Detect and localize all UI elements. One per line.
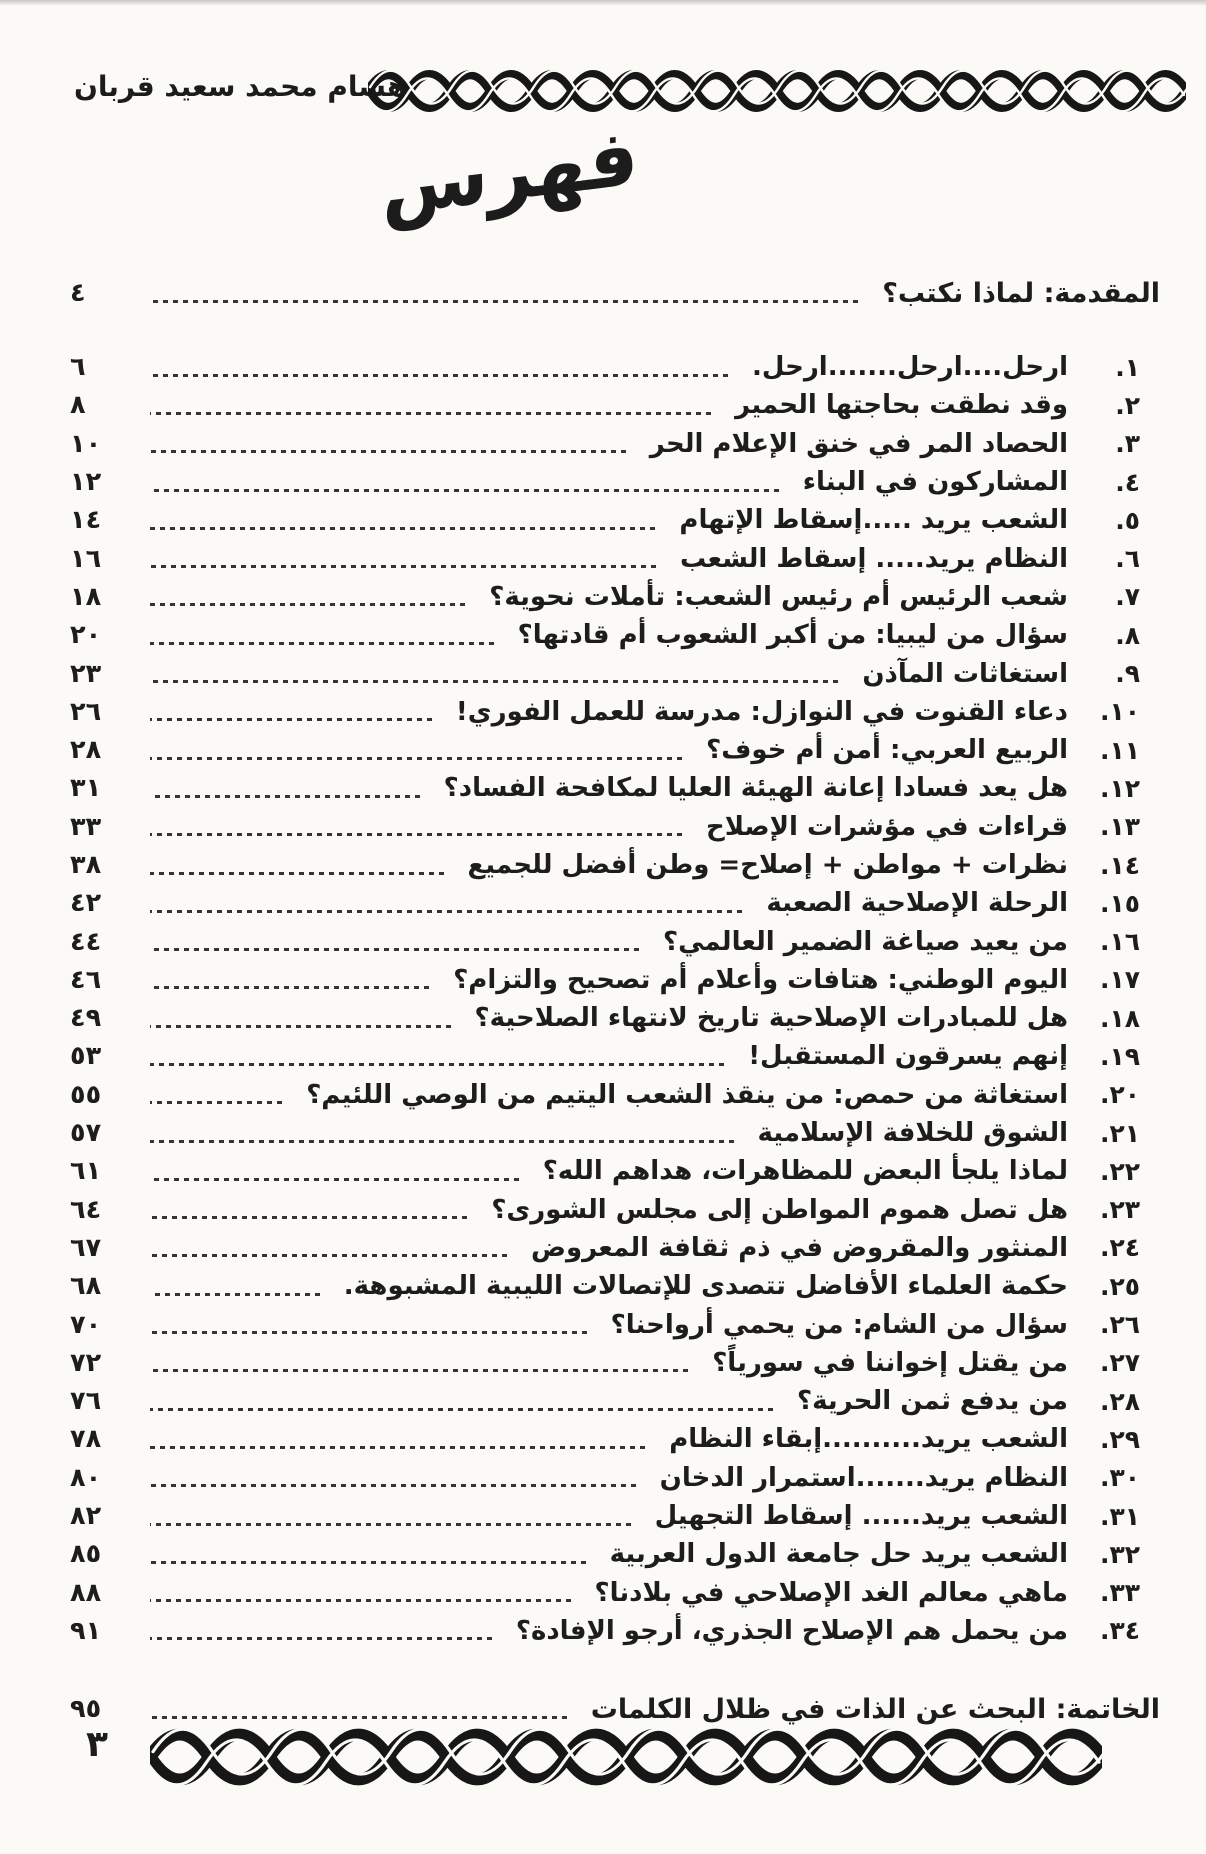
toc-entry-page-number: ٣١ [70,773,102,804]
toc-entry-title: وقد نطقت بحاجتها الحمير [735,390,1068,421]
toc-entry-title: ارحل....ارحل.......ارحل. [752,352,1068,383]
toc-entry-number: ٢. [1115,390,1140,420]
toc-entry-list [70,348,1168,1650]
toc-entry-row [70,808,1140,846]
toc-entry-title: سؤال من ليبيا: من أكبر الشعوب أم قادتها؟ [517,620,1068,651]
toc-entry-row [70,922,1140,960]
toc-entry-page-number: ٥٧ [70,1118,102,1149]
toc-entry-number: ٢٥. [1099,1271,1140,1301]
toc-entry-row [70,884,1140,922]
toc-entry-title: إنهم يسرقون المستقبل! [748,1041,1068,1072]
dotted-leader [150,795,420,798]
table-of-contents [70,272,1168,1730]
dotted-leader [150,1140,734,1143]
toc-entry-row [70,1037,1140,1075]
toc-entry-number: ٤. [1115,467,1140,497]
toc-entry-row [70,1076,1140,1114]
dotted-leader [150,1408,773,1411]
toc-entry-number: ٣٤. [1099,1616,1140,1646]
toc-entry-title: اليوم الوطني: هتافات وأعلام أم تصحيح والتزام؟ [453,964,1068,995]
toc-entry-row [70,1114,1140,1152]
toc-entry-number: ٢٢. [1099,1156,1140,1186]
toc-entry-page-number: ١٤ [70,505,102,536]
toc-entry-title: الشعب يريد .....إسقاط الإتهام [679,505,1068,536]
toc-entry-row [70,1382,1140,1420]
toc-entry-row [70,425,1140,463]
toc-entry-row [70,769,1140,807]
toc-entry-number: ١٠. [1099,697,1140,727]
dotted-leader [150,1523,631,1526]
toc-entry-row [70,386,1140,424]
toc-entry-number: ١٩. [1099,1041,1140,1071]
toc-entry-page-number: ١٦ [70,543,102,574]
toc-entry-number: ٢٠. [1099,1080,1140,1110]
toc-entry-title: لماذا يلجأ البعض للمظاهرات، هداهم الله؟ [542,1156,1068,1187]
dotted-leader [150,1716,567,1719]
toc-entry-page-number: ١٨ [70,581,102,612]
toc-entry-page-number: ٦٨ [70,1271,102,1302]
toc-entry-title: الرحلة الإصلاحية الصعبة [766,888,1068,919]
toc-entry-number: ١٦. [1099,927,1140,957]
toc-entry-page-number: ٧٢ [70,1347,102,1378]
toc-entry-page-number: ٤ [70,278,86,308]
dotted-leader [150,412,711,415]
toc-entry-row [70,501,1140,539]
toc-entry-number: ١١. [1099,735,1140,765]
toc-entry-number: ١٣. [1099,812,1140,842]
dotted-leader [150,1178,519,1181]
toc-entry-page-number: ٢٠ [70,620,102,651]
toc-entry-page-number: ٨٥ [70,1539,102,1570]
toc-entry-number: ٩. [1115,659,1140,689]
dotted-leader [150,1254,507,1257]
toc-entry-number: ٣٢. [1099,1539,1140,1569]
toc-entry-page-number: ٧٦ [70,1386,102,1417]
toc-entry-title: من يعيد صياغة الضمير العالمي؟ [662,926,1068,957]
toc-entry-page-number: ٦٤ [70,1194,102,1225]
dotted-leader [150,948,639,951]
dotted-leader [150,833,682,836]
toc-entry-page-number: ٧٨ [70,1424,102,1455]
toc-entry-row [70,1229,1140,1267]
dotted-leader [150,603,465,606]
toc-entry-page-number: ٤٤ [70,926,102,957]
dotted-leader [150,1484,636,1487]
toc-entry-title: سؤال من الشام: من يحمي أرواحنا؟ [610,1309,1068,1340]
toc-entry-page-number: ٦ [70,352,86,383]
toc-entry-row [70,1497,1140,1535]
toc-entry-number: ٢٦. [1099,1310,1140,1340]
toc-entry-title: من يدفع ثمن الحرية؟ [796,1386,1068,1417]
toc-entry-row [70,731,1140,769]
toc-entry-number: ٣١. [1099,1501,1140,1531]
dotted-leader [150,1216,467,1219]
toc-entry-title: الشعب يريد...... إسقاط التجهيل [654,1501,1068,1532]
toc-entry-page-number: ١٢ [70,467,102,498]
toc-entry-row [70,1267,1140,1305]
dotted-leader [150,1446,645,1449]
toc-entry-page-number: ٣٣ [70,811,102,842]
toc-entry-number: ٢٨. [1099,1386,1140,1416]
toc-entry-page-number: ٥٥ [70,1079,102,1110]
toc-entry-title: شعب الرئيس أم رئيس الشعب: تأملات نحوية؟ [489,581,1068,612]
toc-entry-title: الشوق للخلافة الإسلامية [757,1118,1068,1149]
dotted-leader [150,757,682,760]
dotted-leader [150,489,779,492]
toc-entry-number: ٢٩. [1099,1424,1140,1454]
toc-entry-number: ١. [1115,352,1140,382]
author-name: هشام محمد سعيد قربان [74,70,407,103]
toc-entry-row [70,1535,1140,1573]
toc-entry-page-number: ٣٨ [70,850,102,880]
toc-entry-page-number: ٨٠ [70,1462,102,1493]
intro-row [70,272,1168,314]
toc-entry-row [70,1459,1140,1497]
dotted-leader [150,565,656,568]
dotted-leader [150,1599,571,1602]
toc-entry-row [70,539,1140,577]
dotted-leader [150,300,858,303]
dotted-leader [150,718,432,721]
toc-entry-page-number: ٩١ [70,1615,102,1646]
dotted-leader [150,1293,320,1296]
toc-entry-title: من يحمل هم الإصلاح الجذري، أرجو الإفادة؟ [515,1615,1068,1646]
toc-entry-row [70,578,1140,616]
toc-entry-row [70,1344,1140,1382]
toc-entry-page-number: ٢٦ [70,696,102,727]
dotted-leader [150,1331,587,1334]
toc-entry-page-number: ٢٣ [70,658,102,689]
dotted-leader [150,986,429,989]
toc-entry-number: ٣٣. [1099,1578,1140,1608]
dotted-leader [150,374,728,377]
dotted-leader [150,1637,492,1640]
toc-entry-row [70,846,1140,884]
calligraphic-wave-ornament-header-icon [368,64,1186,118]
toc-entry-number: ١٧. [1099,965,1140,995]
toc-entry-page-number: ٦١ [70,1156,102,1187]
toc-entry-title: هل للمبادرات الإصلاحية تاريخ لانتهاء الصلاحية؟ [474,1003,1068,1034]
toc-entry-title: دعاء القنوت في النوازل: مدرسة للعمل الفوري! [455,696,1068,727]
page-title: فهرس [380,111,640,235]
dotted-leader [150,642,494,645]
toc-entry-number: ١٥. [1099,888,1140,918]
toc-entry-number: ٢٤. [1099,1233,1140,1263]
toc-entry-page-number: ٤٦ [70,964,102,995]
toc-entry-number: ١٨. [1099,1003,1140,1033]
toc-entry-title: قراءات في مؤشرات الإصلاح [706,811,1068,842]
toc-entry-number: ١٤. [1099,850,1140,880]
toc-entry-page-number: ٩٥ [70,1694,102,1725]
toc-entry-title: استغاثات المآذن [862,658,1068,689]
toc-entry-title: الحصاد المر في خنق الإعلام الحر [649,428,1068,459]
dotted-leader [150,1063,724,1066]
toc-entry-row [70,654,1140,692]
dotted-leader [150,1369,688,1372]
toc-entry-number: ٦. [1115,544,1140,574]
toc-entry-page-number: ٥٣ [70,1041,102,1072]
toc-entry-row [70,616,1140,654]
toc-entry-number: ٢٣. [1099,1195,1140,1225]
toc-entry-title: ماهي معالم الغد الإصلاحي في بلادنا؟ [594,1577,1068,1608]
scan-edge-shadow [0,0,1206,6]
toc-entry-page-number: ٤٢ [70,888,102,919]
dotted-leader [150,680,838,683]
toc-entry-page-number: ٨ [70,390,86,421]
toc-entry-number: ١٢. [1099,773,1140,803]
toc-entry-number: ٣. [1115,429,1140,459]
toc-entry-number: ٥. [1115,505,1140,535]
toc-entry-row [70,1574,1140,1612]
folio-page-number: ٣ [86,1724,108,1765]
toc-entry-row [70,999,1140,1037]
toc-entry-number: ٧. [1115,582,1140,612]
toc-entry-title: المنثور والمقروض في ذم ثقافة المعروض [531,1232,1068,1263]
toc-entry-page-number: ٨٢ [70,1501,102,1532]
toc-entry-title: النظام يريد.......استمرار الدخان [659,1462,1068,1493]
toc-entry-title: استغاثة من حمص: من ينقذ الشعب اليتيم من الوصي اللئيم؟ [306,1079,1068,1110]
toc-entry-number: ٢٧. [1099,1348,1140,1378]
toc-entry-page-number: ٧٠ [70,1309,102,1340]
toc-entry-title: هل يعد فسادا إعانة الهيئة العليا لمكافحة الفساد؟ [443,773,1068,804]
toc-entry-title: الربيع العربي: أمن أم خوف؟ [706,735,1068,766]
toc-entry-row [70,961,1140,999]
toc-entry-row [70,463,1140,501]
toc-entry-title: من يقتل إخواننا في سورياً؟ [712,1347,1068,1378]
toc-entry-number: ٨. [1115,620,1140,650]
toc-entry-row [70,1612,1140,1650]
toc-entry-title: الشعب يريد حل جامعة الدول العربية [609,1539,1068,1570]
dotted-leader [150,1025,451,1028]
dotted-leader [150,1561,586,1564]
toc-entry-title: هل تصل هموم المواطن إلى مجلس الشورى؟ [491,1194,1068,1225]
toc-entry-title: حكمة العلماء الأفاضل تتصدى للإتصالات الليبية المشبوهة. [343,1271,1068,1302]
toc-entry-row [70,1305,1140,1343]
toc-entry-title: الشعب يريد..........إبقاء النظام [669,1424,1068,1455]
toc-entry-page-number: ٤٩ [70,1003,102,1034]
toc-entry-row [70,348,1140,386]
calligraphic-wave-ornament-footer-icon [150,1720,1102,1794]
toc-entry-page-number: ٢٨ [70,735,102,766]
toc-entry-row [70,1191,1140,1229]
toc-entry-page-number: ٦٧ [70,1232,102,1263]
dotted-leader [150,527,655,530]
toc-entry-page-number: ٨٨ [70,1577,102,1608]
toc-entry-number: ٢١. [1099,1118,1140,1148]
dotted-leader [150,1101,282,1104]
toc-entry-title: نظرات + مواطن + إصلاح= وطن أفضل للجميع [467,850,1068,880]
dotted-leader [150,450,626,453]
toc-entry-row [70,1152,1140,1190]
toc-entry-number: ٣٠. [1099,1463,1140,1493]
toc-entry-title: المشاركون في البناء [802,467,1068,498]
toc-entry-page-number: ١٠ [70,428,102,459]
toc-entry-title: المقدمة: لماذا نكتب؟ [882,277,1160,309]
toc-entry-row [70,1420,1140,1458]
toc-entry-row [70,693,1140,731]
toc-entry-title: الخاتمة: البحث عن الذات في ظلال الكلمات [590,1693,1160,1725]
dotted-leader [150,872,444,875]
dotted-leader [150,910,742,913]
toc-entry-title: النظام يريد..... إسقاط الشعب [680,543,1068,574]
